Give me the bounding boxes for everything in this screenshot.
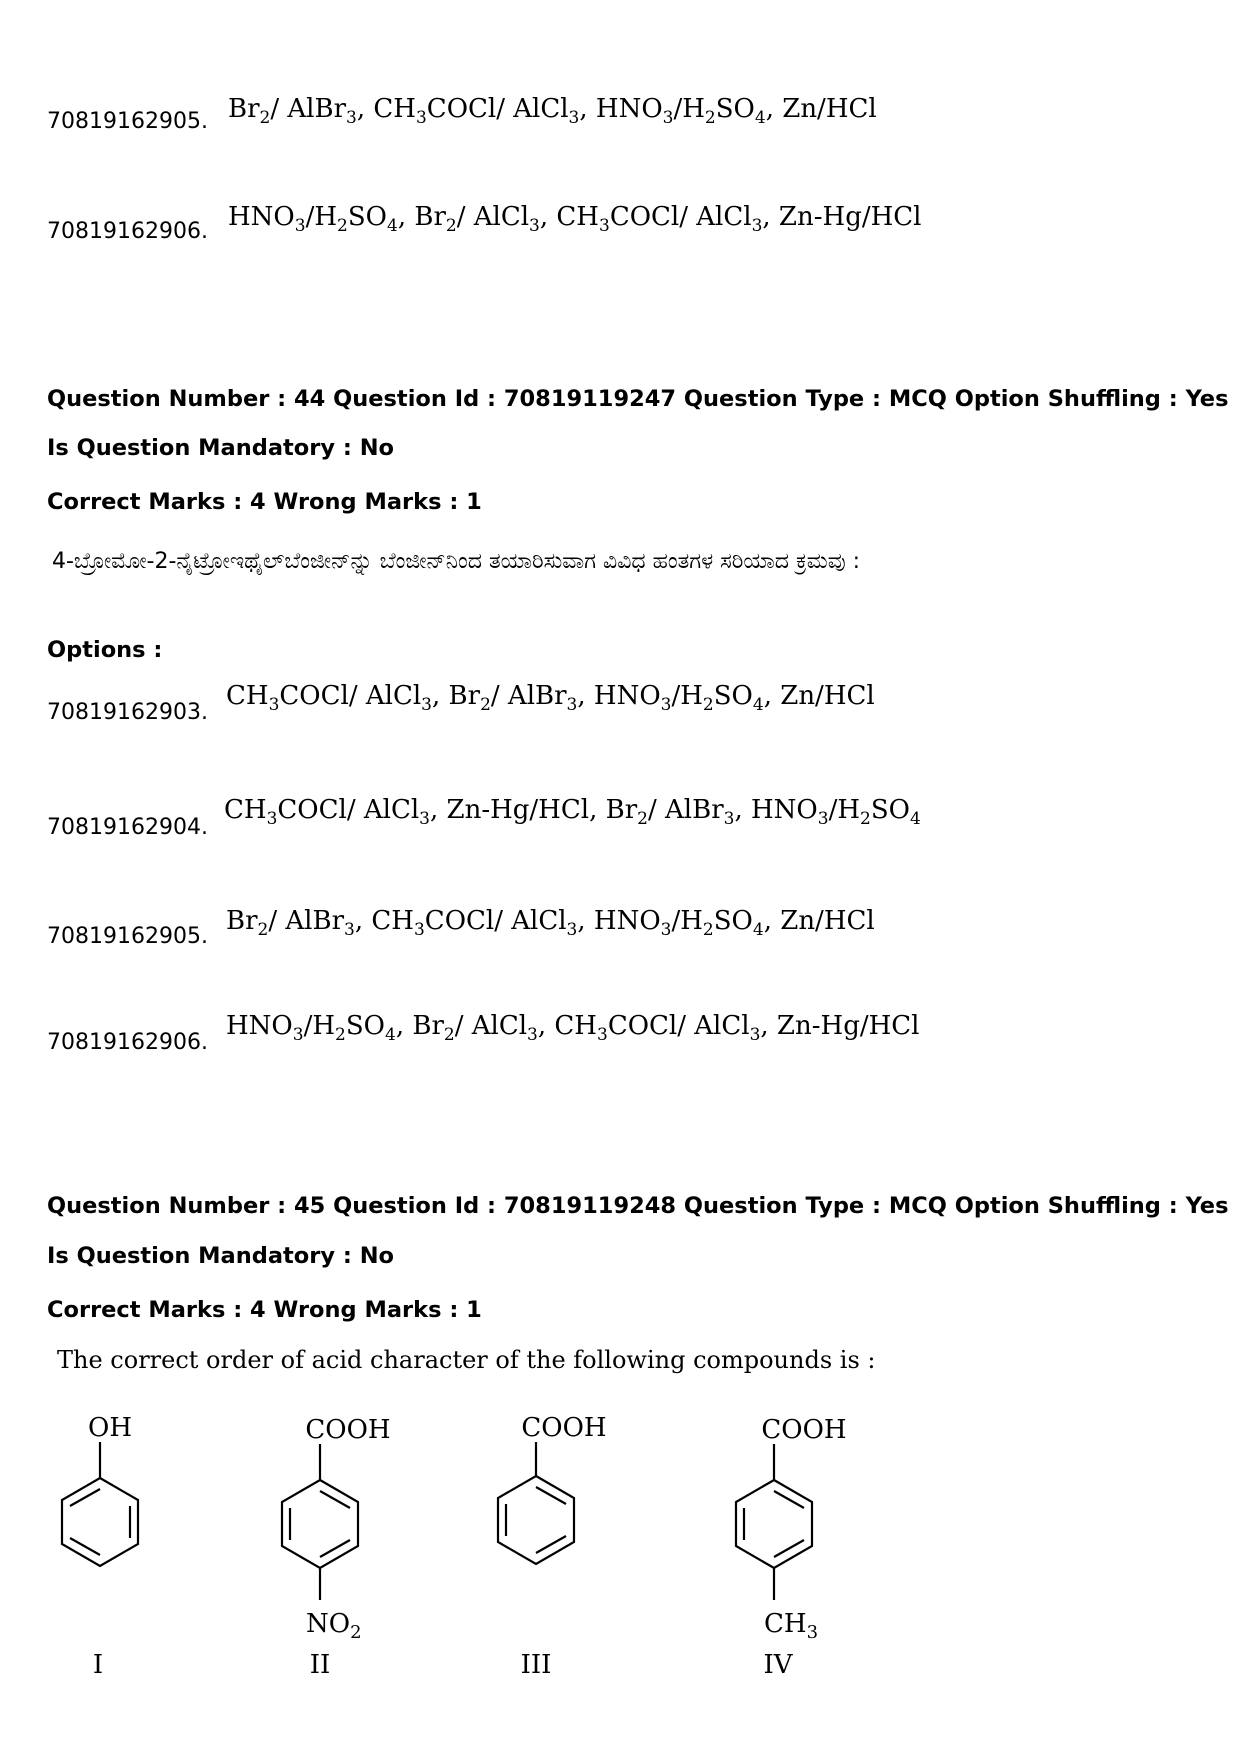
structure-numeral: III <box>520 1650 552 1680</box>
question-text: The correct order of acid character of the following compounds is : <box>57 1346 876 1374</box>
question-mandatory: Is Question Mandatory : No <box>47 435 394 461</box>
option-id: 70819162904. <box>47 815 208 840</box>
benzene-ring-ii <box>282 1444 358 1600</box>
question-marks: Correct Marks : 4 Wrong Marks : 1 <box>47 1297 482 1323</box>
structure-label: COOH <box>761 1415 847 1445</box>
option-formula: $Br_2/$ AlBr$_3$, $CH_3COCl/$ AlCl$_3$, $HNO_3/H_2SO_4$, Zn/HCl <box>226 906 875 940</box>
option-id: 70819162903. <box>47 700 208 725</box>
structures-figure <box>0 1400 1240 1700</box>
structure-label: COOH <box>521 1413 607 1443</box>
structure-numeral: I <box>92 1650 104 1680</box>
option-id: 70819162906. <box>47 219 208 244</box>
benzene-ring-i <box>62 1442 138 1566</box>
option-id: 70819162905. <box>47 924 208 949</box>
structure-substituent: $CH_3$ <box>764 1609 819 1643</box>
option-id: 70819162906. <box>47 1030 208 1055</box>
option-id: 70819162905. <box>47 109 208 134</box>
option-formula: $Br_2/$ AlBr$_3$, $CH_3COCl/$ AlCl$_3$, $HNO_3/H_2SO_4$, Zn/HCl <box>228 94 877 128</box>
question-text: 4-ಬ್ರೋಮೋ-2-ನೈಟ್ರೋಇಥೈಲ್‌ಬೆಂಜೀನ್‌ನ್ನು ಬೆಂಜೀನ್‌ನಿಂದ ತಯಾರಿಸುವಾಗ ವಿವಿಧ ಹಂತಗಳ ಸರಿಯಾದ ಕ್ರಮವು : <box>52 549 861 574</box>
options-label: Options : <box>47 637 163 663</box>
structure-label: OH <box>88 1413 132 1443</box>
question-marks: Correct Marks : 4 Wrong Marks : 1 <box>47 489 482 515</box>
structure-substituent: $NO_2$ <box>306 1609 362 1643</box>
structure-numeral: IV <box>763 1650 793 1680</box>
question-mandatory: Is Question Mandatory : No <box>47 1243 394 1269</box>
question-meta: Question Number : 45 Question Id : 70819119248 Question Type : MCQ Option Shuffling : Yes <box>47 1193 1229 1219</box>
option-formula: $HNO_3/H_2SO_4$, $Br_2/$ AlCl$_3$, $CH_3COCl/$ AlCl$_3$, Zn-Hg/HCl <box>226 1011 920 1045</box>
benzene-ring-iii <box>498 1442 574 1564</box>
structure-label: COOH <box>305 1415 391 1445</box>
option-formula: $CH_3COCl/$ AlCl$_3$, $Br_2/$ AlBr$_3$, $HNO_3/H_2SO_4$, Zn/HCl <box>226 681 875 715</box>
structure-numeral: II <box>309 1650 331 1680</box>
option-formula: $HNO_3/H_2SO_4$, $Br_2/$ AlCl$_3$, $CH_3COCl/$ AlCl$_3$, Zn-Hg/HCl <box>228 202 922 236</box>
option-formula: $CH_3COCl/$ AlCl$_3$, Zn-Hg/HCl, $Br_2/$ AlBr$_3$, $HNO_3/H_2SO_4$ <box>224 795 921 829</box>
question-meta: Question Number : 44 Question Id : 70819119247 Question Type : MCQ Option Shuffling : Yes <box>47 386 1229 412</box>
benzene-ring-iv <box>736 1444 812 1600</box>
